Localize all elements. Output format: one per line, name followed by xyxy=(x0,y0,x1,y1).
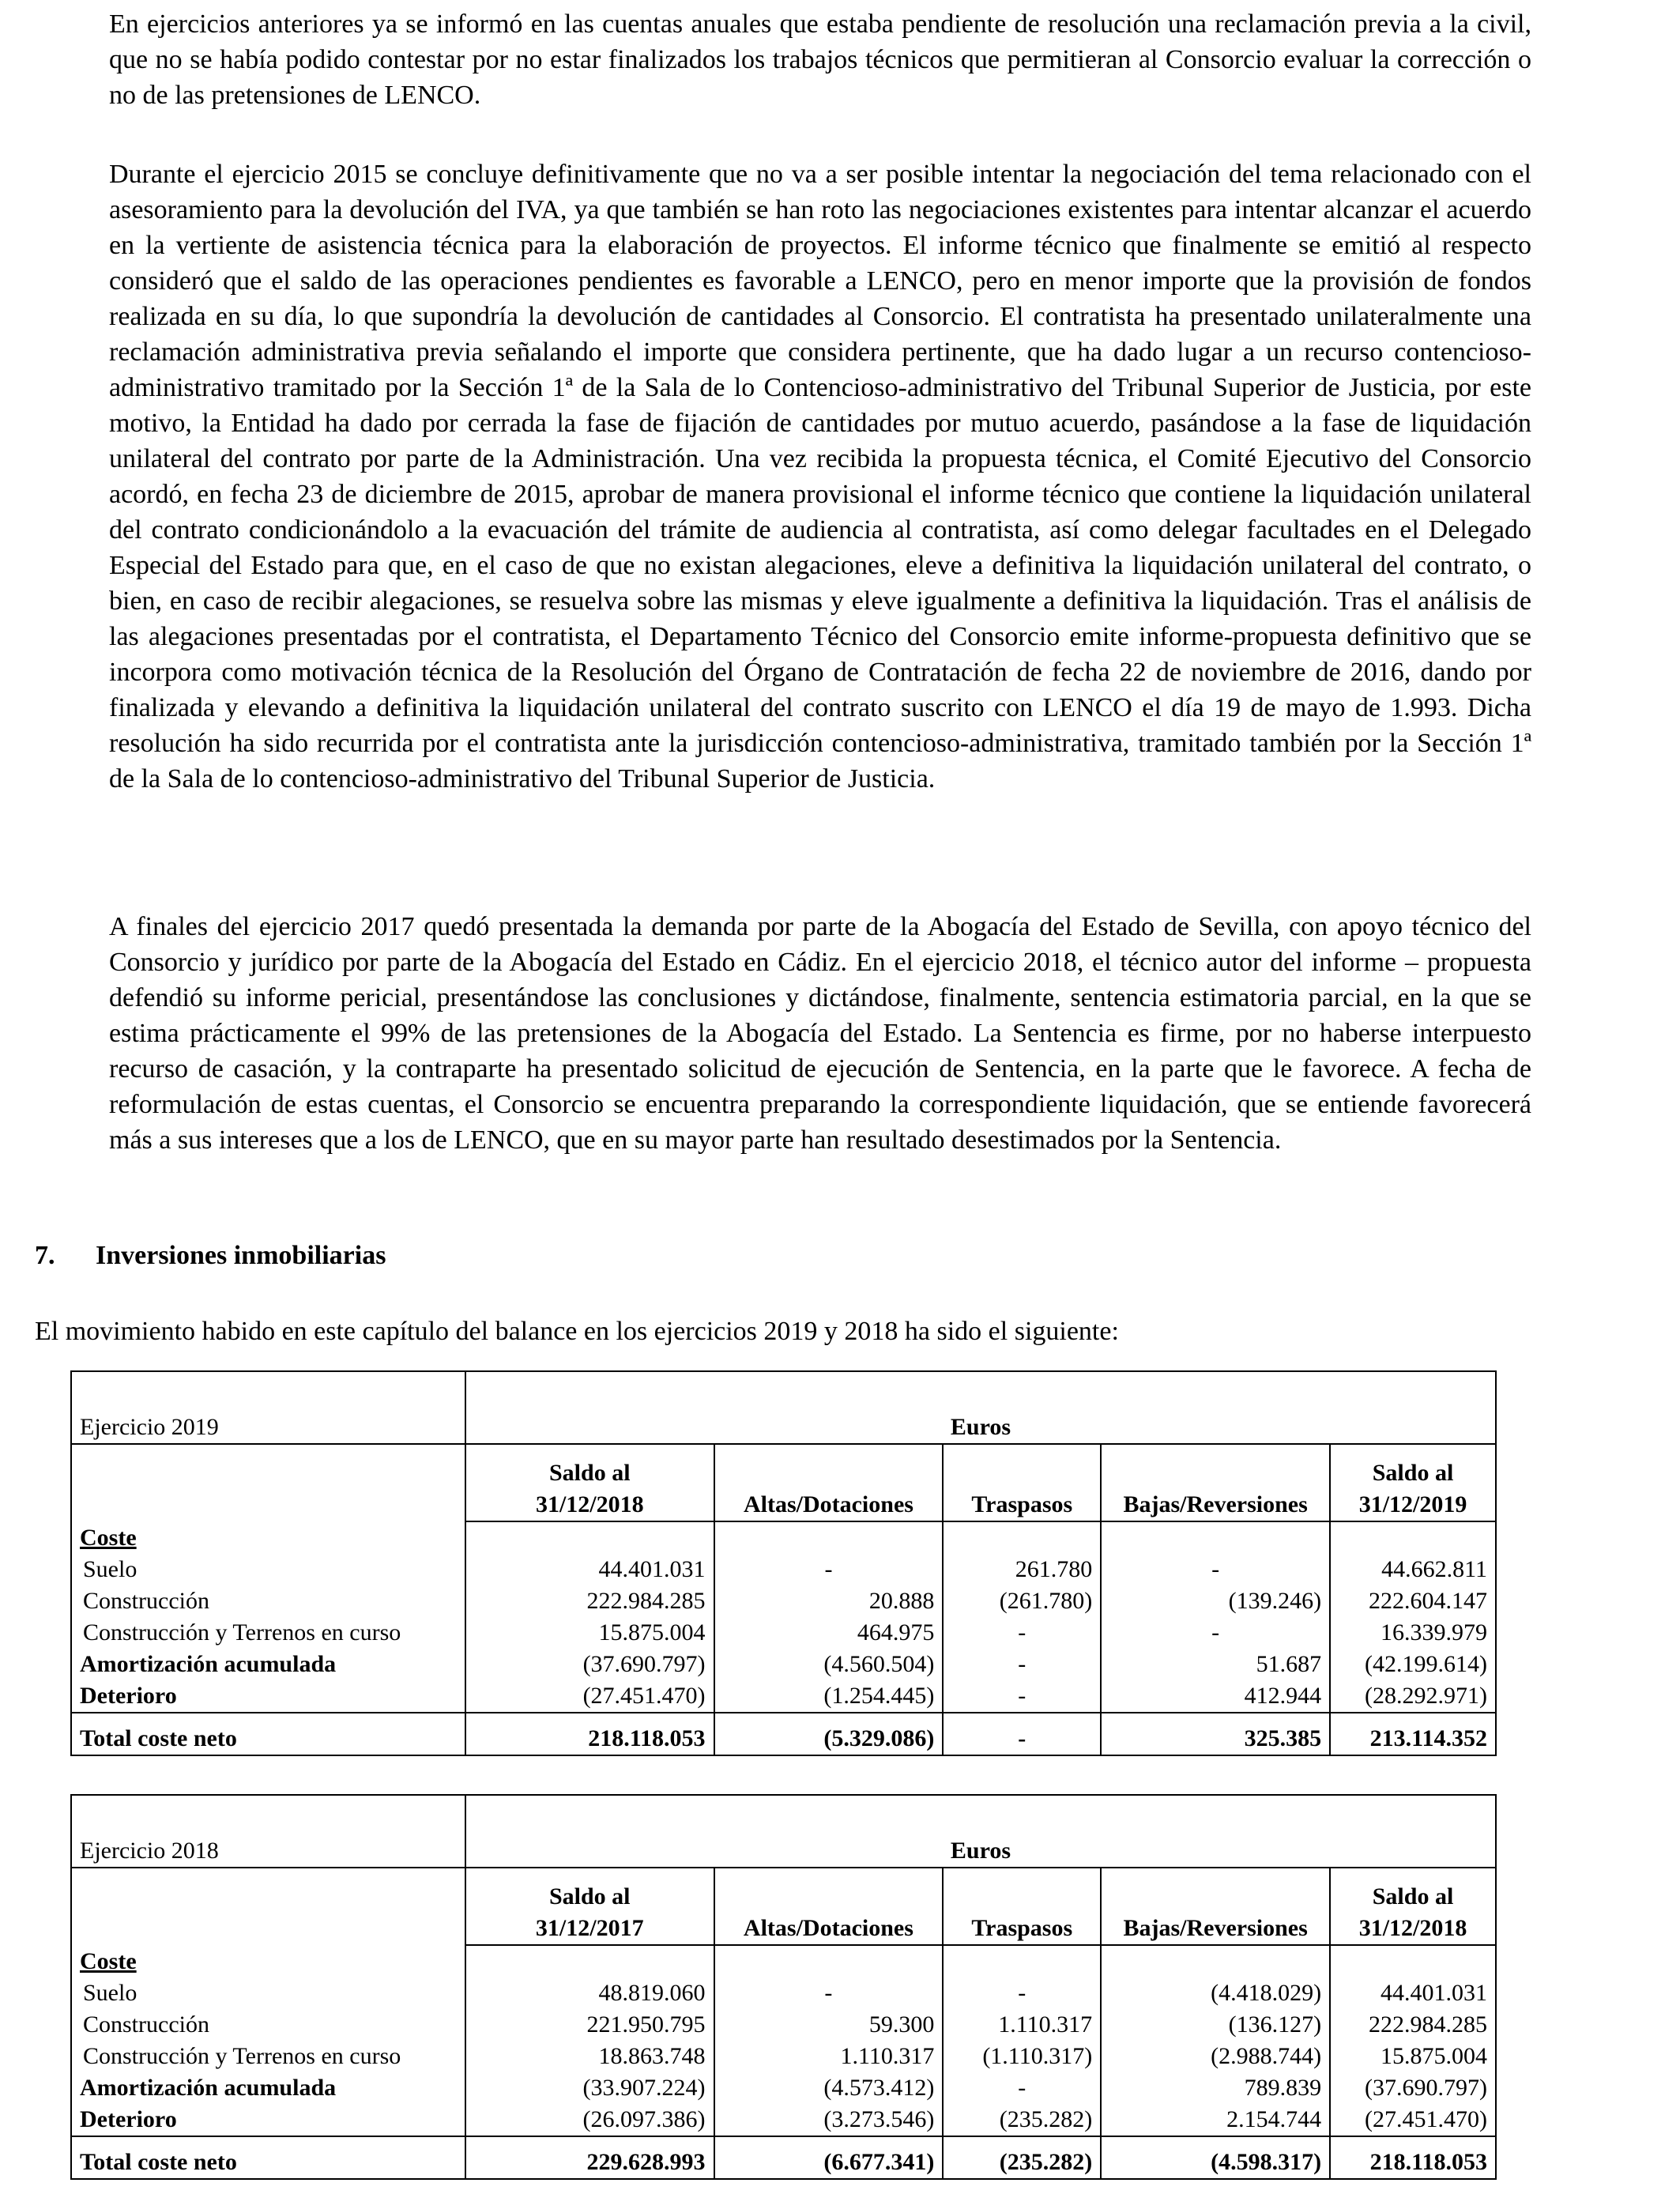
table-header-row xyxy=(71,1795,1496,1868)
table-cell: (1.110.317) xyxy=(943,2041,1101,2072)
table-cell: 325.385 xyxy=(1101,1713,1330,1755)
table-ejercicio-2019 xyxy=(70,1370,1497,1756)
table-cell: (27.451.470) xyxy=(1365,2106,1487,2132)
table-cell: (27.451.470) xyxy=(465,1680,714,1713)
column-header: Saldo al 31/12/2018 xyxy=(1330,1868,1496,1945)
table-cell: 15.875.004 xyxy=(1381,2043,1487,2069)
column-header: Saldo al 31/12/2019 xyxy=(1330,1444,1496,1521)
table-row xyxy=(71,1617,1496,1649)
table-cell: 20.888 xyxy=(714,1585,944,1617)
table-cell: - xyxy=(943,2072,1101,2104)
table-row xyxy=(71,1977,1496,2009)
section-intro: El movimiento habido en este capítulo del balance en los ejercicios 2019 y 2018 ha sido el siguiente: xyxy=(35,1317,1119,1346)
table-header-row xyxy=(71,1371,1496,1444)
table-cell: 464.975 xyxy=(714,1617,944,1649)
table-row xyxy=(71,1945,1496,1977)
table-cell: 1.110.317 xyxy=(714,2041,944,2072)
table-cell: 789.839 xyxy=(1101,2072,1330,2104)
table-row xyxy=(71,2072,1496,2104)
table-cell: - xyxy=(943,1649,1101,1680)
row-label: Deterioro xyxy=(71,1680,465,1713)
row-label: Total coste neto xyxy=(71,2136,465,2179)
table-cell: - xyxy=(714,1554,944,1585)
table-cell: (4.418.029) xyxy=(1101,1977,1330,2009)
table-cell: - xyxy=(1101,1617,1330,1649)
row-label: Suelo xyxy=(71,1977,465,2009)
table-cell: 48.819.060 xyxy=(465,1977,714,2009)
table-cell: (4.598.317) xyxy=(1101,2136,1330,2179)
year-label: Ejercicio 2018 xyxy=(71,1795,465,1868)
column-header: Altas/Dotaciones xyxy=(714,1444,944,1521)
table-row xyxy=(71,2009,1496,2041)
table-cell: 1.110.317 xyxy=(943,2009,1101,2041)
table-cell: 59.300 xyxy=(714,2009,944,2041)
table-row xyxy=(71,1680,1496,1713)
table-cell: (33.907.224) xyxy=(465,2072,714,2104)
table-cell: (139.246) xyxy=(1101,1585,1330,1617)
table-cell: (37.690.797) xyxy=(1365,2075,1487,2101)
column-header: Bajas/Reversiones xyxy=(1101,1868,1330,1945)
table-cell: 18.863.748 xyxy=(465,2041,714,2072)
column-header: Bajas/Reversiones xyxy=(1101,1444,1330,1521)
table-cell: (28.292.971) xyxy=(1365,1683,1487,1709)
table-cell: 44.401.031 xyxy=(1381,1980,1487,2006)
column-header: Traspasos xyxy=(943,1444,1101,1521)
table-cell: (1.254.445) xyxy=(714,1680,944,1713)
table-row xyxy=(71,1554,1496,1585)
table-cell: (37.690.797) xyxy=(465,1649,714,1680)
table-cell: 44.401.031 xyxy=(465,1554,714,1585)
table-row xyxy=(71,1585,1496,1617)
table-cell: 229.628.993 xyxy=(465,2136,714,2179)
table-cell: (26.097.386) xyxy=(465,2104,714,2136)
table-cell: - xyxy=(943,1713,1101,1755)
table-cell: (235.282) xyxy=(943,2104,1101,2136)
table-cell: - xyxy=(943,1617,1101,1649)
row-label: Construcción y Terrenos en curso xyxy=(71,1617,465,1649)
table-cell: (4.573.412) xyxy=(714,2072,944,2104)
total-row xyxy=(71,2136,1496,2179)
section-number: 7. xyxy=(35,1241,55,1270)
table-cell: 222.984.285 xyxy=(1369,2011,1487,2038)
table-cell: (3.273.546) xyxy=(714,2104,944,2136)
table-cell: (235.282) xyxy=(943,2136,1101,2179)
row-label: Construcción xyxy=(71,2009,465,2041)
column-header: Saldo al 31/12/2018 xyxy=(465,1444,714,1521)
table-cell: 222.604.147 xyxy=(1369,1588,1487,1614)
table-cell: 15.875.004 xyxy=(465,1617,714,1649)
section-title: Inversiones inmobiliarias xyxy=(96,1241,386,1270)
column-header-row xyxy=(71,1444,1496,1521)
table-row xyxy=(71,1649,1496,1680)
table-cell: 412.944 xyxy=(1101,1680,1330,1713)
table-cell: - xyxy=(943,1977,1101,2009)
row-label: Amortización acumulada xyxy=(71,2072,465,2104)
table-cell: (5.329.086) xyxy=(714,1713,944,1755)
table-cell: 16.339.979 xyxy=(1381,1619,1487,1646)
table-cell: 44.662.811 xyxy=(1381,1556,1487,1582)
table-cell: 221.950.795 xyxy=(465,2009,714,2041)
table-cell: - xyxy=(943,1680,1101,1713)
paragraph-ejercicio-2015: Durante el ejercicio 2015 se concluye definitivamente que no va a ser posible intentar la negociación del tema relacionado con el asesoramiento para la devolución del IVA, ya que también se han roto las negociaciones existentes para intentar alcanzar el acuerdo en la vertiente de asistencia técnica para la elaboración de proyectos. El informe técnico que finalmente se emitió al respecto consideró que el saldo de las operaciones pendientes es favorable a LENCO, pero en menor importe que la provisión de fondos realizada en su día, lo que supondría la devolución de cantidades al Consorcio. El contratista ha presentado unilateralmente una reclamación administrativa previa señalando el importe que considera pertinente, que ha dado lugar a un recurso contencioso-administrativo tramitado por la Sección 1ª de la Sala de lo Contencioso-administrativo del Tribunal Superior de Justicia, por este motivo, la Entidad ha dado por cerrada la fase de fijación de cantidades por mutuo acuerdo, pasándose a la fase de liquidación unilateral del contrato por parte de la Administración. Una vez recibida la propuesta técnica, el Comité Ejecutivo del Consorcio acordó, en fecha 23 de diciembre de 2015, aprobar de manera provisional el informe técnico que contiene la liquidación unilateral del contrato condicionándolo a la evacuación del trámite de audiencia al contratista, así como delegar facultades en el Delegado Especial del Estado para que, en el caso de que no existan alegaciones, eleve a definitiva la liquidación unilateral del contrato, o bien, en caso de recibir alegaciones, se resuelva sobre las mismas y eleve igualmente a definitiva la liquidación. Tras el análisis de las alegaciones presentadas por el contratista, el Departamento Técnico del Consorcio emite informe-propuesta definitivo que se incorpora como motivación técnica de la Resolución del Órgano de Contratación de fecha 22 de noviembre de 2016, dando por finalizada y elevando a definitiva la liquidación unilateral del contrato suscrito con LENCO el día 19 de mayo de 1.993. Dicha resolución ha sido recurrida por el contratista ante la jurisdicción contencioso-administrativa, tramitado también por la Sección 1ª de la Sala de lo contencioso-administrativo del Tribunal Superior de Justicia. xyxy=(109,160,1531,794)
table-cell: 218.118.053 xyxy=(465,1713,714,1755)
table-cell: 261.780 xyxy=(943,1554,1101,1585)
column-header: Saldo al 31/12/2017 xyxy=(465,1868,714,1945)
total-row xyxy=(71,1713,1496,1755)
section-heading xyxy=(35,1238,386,1273)
row-label: Coste xyxy=(71,1521,465,1554)
row-label: Coste xyxy=(71,1945,465,1977)
table-row xyxy=(71,2041,1496,2072)
table-cell: (42.199.614) xyxy=(1365,1651,1487,1677)
table-cell: 2.154.744 xyxy=(1101,2104,1330,2136)
row-label: Construcción xyxy=(71,1585,465,1617)
table-row xyxy=(71,2104,1496,2136)
table-cell: 51.687 xyxy=(1101,1649,1330,1680)
currency-label: Euros xyxy=(465,1371,1496,1444)
paragraph-ejercicio-2017: A finales del ejercicio 2017 quedó presentada la demanda por parte de la Abogacía del Estado de Sevilla, con apoyo técnico del Consorcio y jurídico por parte de la Abogacía del Estado en Cádiz. En el ejercicio 2018, el técnico autor del informe – propuesta defendió su informe pericial, presentándose las conclusiones y dictándose, finalmente, sentencia estimatoria parcial, en la que se estima prácticamente el 99% de las pretensiones de la Abogacía del Estado. La Sentencia es firme, por no haberse interpuesto recurso de casación, y la contraparte ha presentado solicitud de ejecución de Sentencia, en la parte que le favorece. A fecha de reformulación de estas cuentas, el Consorcio se encuentra preparando la correspondiente liquidación, que se entiende favorecerá más a sus intereses que a los de LENCO, que en su mayor parte han resultado desestimados por la Sentencia. xyxy=(109,912,1531,1155)
row-label: Suelo xyxy=(71,1554,465,1585)
table-cell: 213.114.352 xyxy=(1330,1713,1496,1755)
year-label: Ejercicio 2019 xyxy=(71,1371,465,1444)
table-cell: (261.780) xyxy=(943,1585,1101,1617)
column-header-row xyxy=(71,1868,1496,1945)
table-cell: 222.984.285 xyxy=(465,1585,714,1617)
table-cell: - xyxy=(1101,1554,1330,1585)
row-label: Construcción y Terrenos en curso xyxy=(71,2041,465,2072)
table-ejercicio-2018 xyxy=(70,1794,1497,2180)
currency-label: Euros xyxy=(465,1795,1496,1868)
table-cell: 218.118.053 xyxy=(1330,2136,1496,2179)
row-label: Deterioro xyxy=(71,2104,465,2136)
column-header: Altas/Dotaciones xyxy=(714,1868,944,1945)
column-header: Traspasos xyxy=(943,1868,1101,1945)
row-label: Amortización acumulada xyxy=(71,1649,465,1680)
table-cell: (6.677.341) xyxy=(714,2136,944,2179)
table-cell: (4.560.504) xyxy=(714,1649,944,1680)
table-cell: (136.127) xyxy=(1101,2009,1330,2041)
table-row xyxy=(71,1521,1496,1554)
table-cell: (2.988.744) xyxy=(1101,2041,1330,2072)
row-label: Total coste neto xyxy=(71,1713,465,1755)
table-cell: - xyxy=(714,1977,944,2009)
paragraph-reclamacion-previa: En ejercicios anteriores ya se informó en las cuentas anuales que estaba pendiente de resolución una reclamación previa a la civil, que no se había podido contestar por no estar finalizados los trabajos técnicos que permitieran al Consorcio evaluar la corrección o no de las pretensiones de LENCO. xyxy=(109,9,1531,110)
